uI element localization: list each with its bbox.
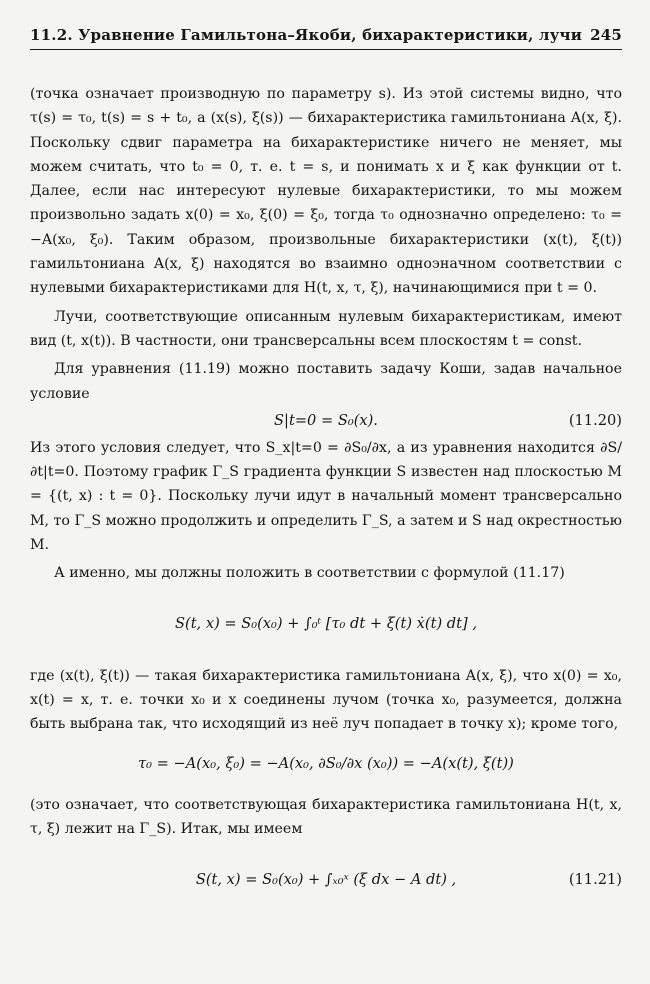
equation-11-21-body: S(t, x) = S₀(x₀) + ∫ₓ₀ˣ (ξ dx − A dt) , (195, 870, 457, 888)
equation-11-20-body: S|t=0 = S₀(x). (274, 411, 378, 429)
paragraph-1: (точка означает производную по параметру s). Из этой системы видно, что τ(s) = τ₀, t(s) = s + t₀, а (x(s), ξ(s)) — бихарактеристика гамильтониана A(x, ξ). Поскольку сдвиг параметра на бихарактеристике ничего не меняет, мы можем считать, что t₀ = 0, т. е. t = s, и понимать x и ξ как функции от t. Далее, если нас интересуют нулевые бихарактеристики, то мы можем произвольно задать x(0) = x₀, ξ(0) = ξ₀, тогда τ₀ однозначно определено: τ₀ = −A(x₀, ξ₀). Таким образом, произвольные бихарактеристики (x(t), ξ(t)) гамильтониана A(x, ξ) находятся во взаимно одноэначном соответствии с нулевыми бихарактеристиками для H(t, x, τ, ξ), начинающимися при t = 0. (30, 86, 622, 297)
equation-number-11-20: (11.20) (568, 411, 622, 429)
equation-tau0 (30, 745, 622, 785)
paragraph-6: где (x(t), ξ(t)) — такая бихарактеристика гамильтониана A(x, ξ), что x(0) = x₀, x(t) = x, т. е. точки x₀ и x соединены лучом (точка x₀, разумеется, должна быть выбрана так, что исходящий из неё луч попадает в точку x); кроме того, (30, 667, 622, 733)
paragraph-5: А именно, мы должны положить в соответствии с формулой (11.17) (54, 565, 565, 582)
page-number: 245 (590, 26, 622, 44)
running-header-title: 11.2. Уравнение Гамильтона–Якоби, бихарактеристики, лучи (30, 26, 583, 44)
page-body (30, 82, 622, 919)
running-header (30, 26, 622, 50)
paragraph-4: Из этого условия следует, что S_x|t=0 = ∂S₀/∂x, а из уравнения находится ∂S/∂t|t=0. Поэтому график Γ_S градиента функции S известен над плоскостью M = {(t, x) : t = 0}. Поскольку лучи идут в начальный момент трансверсально M, то Γ_S можно продолжить и определить Γ_S, а затем и S над окрестностью M. (30, 439, 622, 554)
equation-11-21 (30, 849, 622, 911)
equation-tau0-body: τ₀ = −A(x₀, ξ₀) = −A(x₀, ∂S₀/∂x (x₀)) = −A(x(t), ξ(t)) (138, 755, 514, 773)
equation-number-11-21: (11.21) (568, 870, 622, 888)
equation-action-integral (30, 594, 622, 656)
equation-action-integral-body: S(t, x) = S₀(x₀) + ∫₀ᵗ [τ₀ dt + ξ(t) ẋ(t) dt] , (175, 615, 477, 633)
paragraph-3: Для уравнения (11.19) можно поставить задачу Коши, задав начальное условие (30, 361, 622, 402)
paragraph-2: Лучи, соответствующие описанным нулевым бихарактеристикам, имеют вид (t, x(t)). В частности, они трансверсальны всем плоскостям t = const. (30, 308, 622, 349)
equation-11-20 (30, 406, 622, 436)
paragraph-7: (это означает, что соответствующая бихарактеристика гамильтониана H(t, x, τ, ξ) лежит на Γ_S). Итак, мы имеем (30, 796, 622, 837)
